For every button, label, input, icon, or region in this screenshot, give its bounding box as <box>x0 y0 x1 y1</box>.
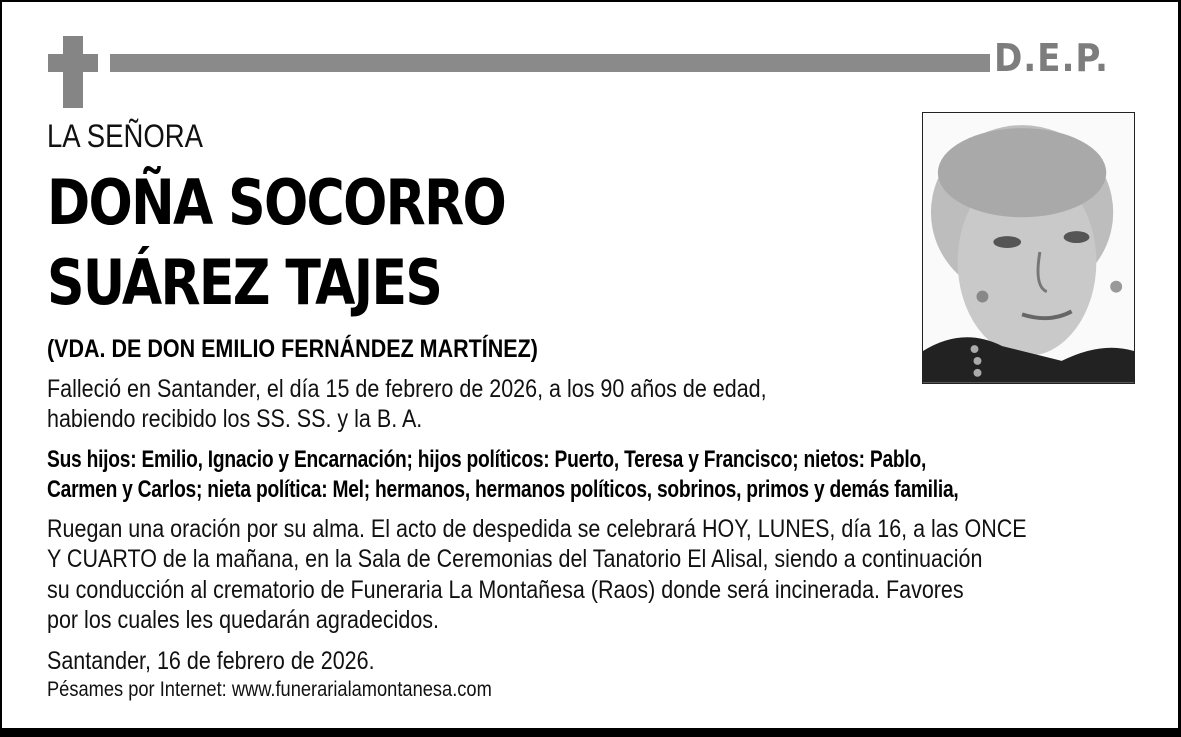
ceremony-line1: Ruegan una oración por su alma. El acto de despedida se celebrará HOY, LUNES, día 16, a las ONCE <box>47 515 1027 543</box>
deceased-name-line2: SUÁREZ TAJES <box>47 246 442 319</box>
dep-label: D.E.P. <box>994 36 1109 80</box>
place-date: Santander, 16 de febrero de 2026. <box>47 647 375 675</box>
condolences-link: Pésames por Internet: www.funerarialamontanesa.com <box>47 678 492 701</box>
ceremony-line3: su conducción al crematorio de Funeraria La Montañesa (Raos) donde será incinerada. Favores <box>47 576 964 604</box>
title-label: LA SEÑORA <box>47 118 204 154</box>
cross-icon <box>63 36 83 108</box>
portrait-photo <box>922 112 1135 384</box>
header-rule <box>110 54 990 72</box>
death-notice-line2: habiendo recibido los SS. SS. y la B. A. <box>47 405 423 433</box>
deceased-name-line1: DOÑA SOCORRO <box>47 166 506 239</box>
death-notice-line1: Falleció en Santander, el día 15 de febrero de 2026, a los 90 años de edad, <box>47 375 767 403</box>
family-line1: Sus hijos: Emilio, Ignacio y Encarnación; hijos políticos: Puerto, Teresa y Francisco; nietos: Pablo, <box>47 446 927 473</box>
portrait-image <box>923 113 1134 383</box>
ceremony-line2: Y CUARTO de la mañana, en la Sala de Ceremonias del Tanatorio El Alisal, siendo a continuación <box>47 545 983 573</box>
widow-of: (VDA. DE DON EMILIO FERNÁNDEZ MARTÍNEZ) <box>47 335 538 363</box>
cross-icon-arm <box>48 54 98 72</box>
family-line2: Carmen y Carlos; nieta política: Mel; hermanos, hermanos políticos, sobrinos, primos y demás familia, <box>47 476 959 503</box>
ceremony-line4: por los cuales les quedarán agradecidos. <box>47 606 440 634</box>
